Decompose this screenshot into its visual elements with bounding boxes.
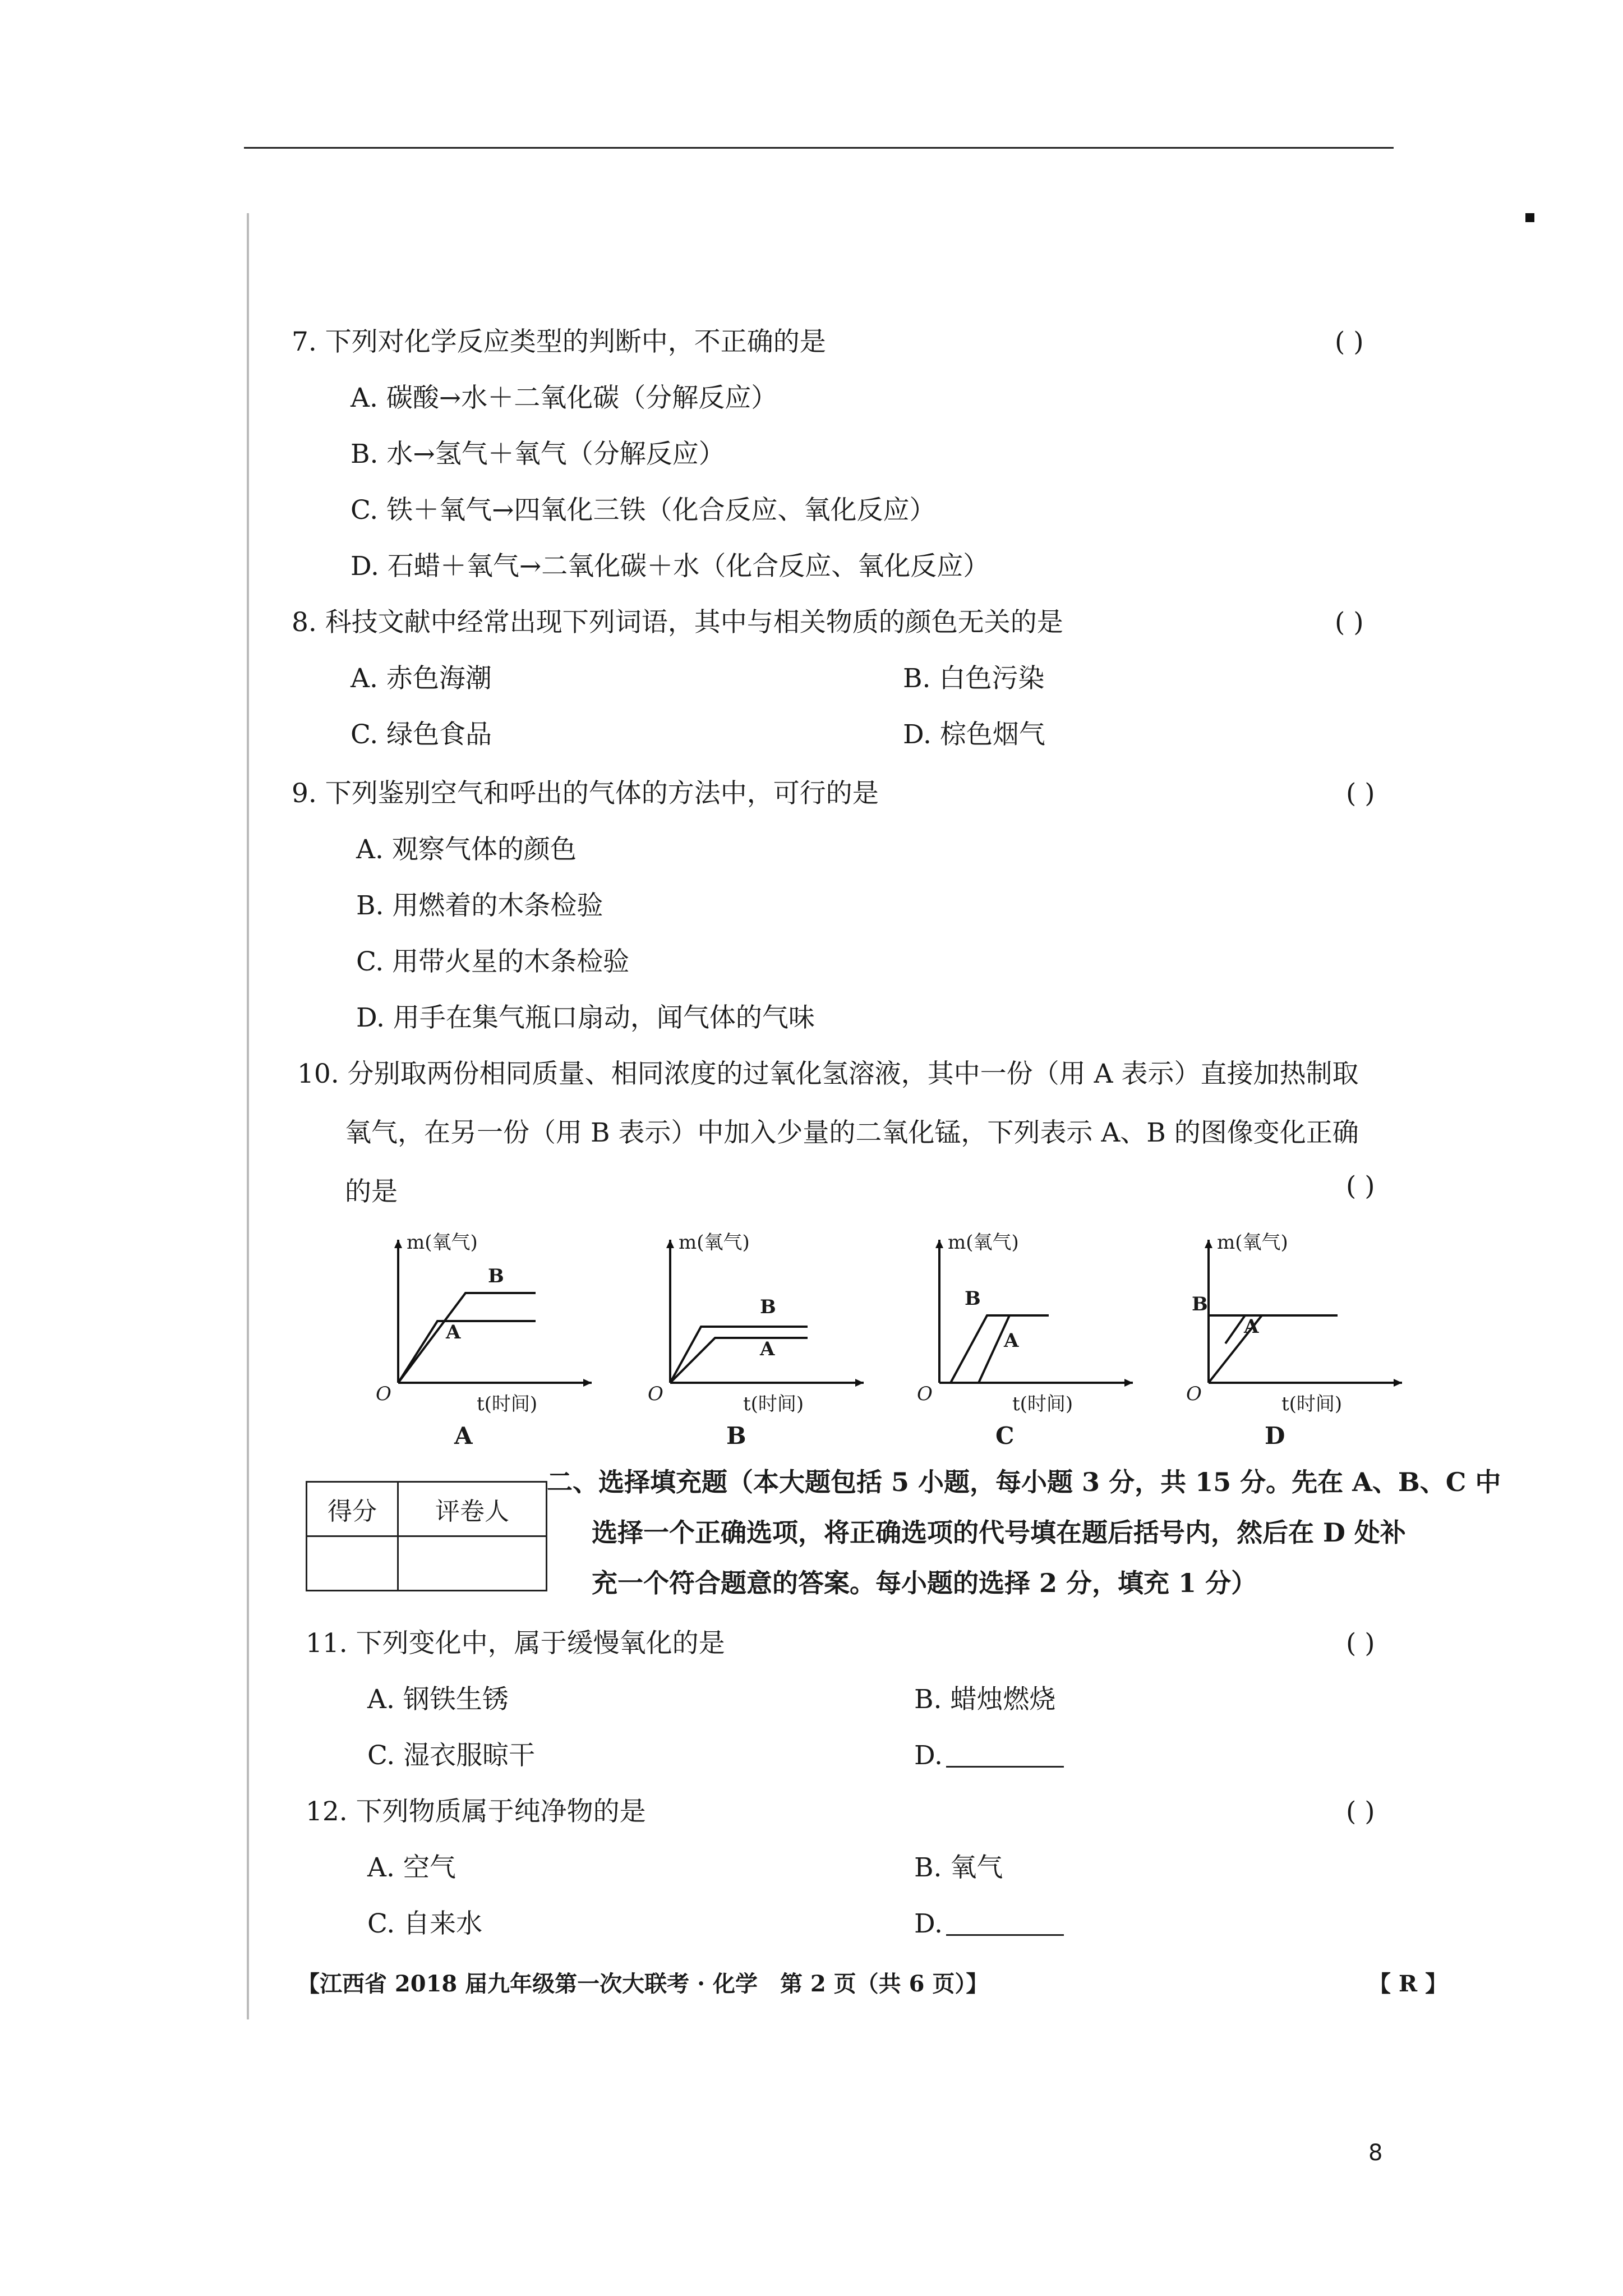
section2-line3: 充一个符合题意的答案。每小题的选择 2 分，填充 1 分） (592, 1568, 1257, 1598)
q12-option-b: B. 氧气 (914, 1852, 1003, 1883)
q11-option-a: A. 钢铁生锈 (367, 1684, 509, 1715)
q12-answer-paren[interactable]: ( ) (1346, 1796, 1375, 1827)
q12-option-a: A. 空气 (367, 1852, 456, 1883)
q9-option-c: C. 用带火星的木条检验 (356, 946, 630, 977)
graph-d-curve-b: B (1192, 1293, 1208, 1315)
q8-option-c: C. 绿色食品 (351, 719, 492, 750)
graph-c-label: C (995, 1422, 1015, 1450)
graph-d-curve-a: A (1244, 1315, 1259, 1338)
q11-option-c: C. 湿衣服晾干 (367, 1740, 536, 1771)
q9-stem: 9. 下列鉴别空气和呼出的气体的方法中，可行的是 (292, 778, 879, 809)
graph-b (639, 1231, 875, 1422)
score-header: 得分 (307, 1482, 398, 1536)
q11-fill-blank[interactable] (946, 1766, 1064, 1768)
graph-c (909, 1231, 1144, 1422)
q8-option-a: A. 赤色海潮 (351, 663, 492, 694)
graph-c-ylabel: m(氧气) (948, 1231, 1019, 1254)
graph-c-curve-b: B (965, 1287, 981, 1310)
q11-option-d (914, 1739, 1064, 1773)
q7-option-b: B. 水→氢气＋氧气（分解反应） (351, 439, 725, 470)
graph-c-origin: O (917, 1383, 933, 1405)
graph-a (367, 1231, 603, 1422)
page-number: 8 (1368, 2140, 1383, 2166)
q9-option-b: B. 用燃着的木条检验 (356, 890, 603, 921)
q11-answer-paren[interactable]: ( ) (1346, 1628, 1375, 1659)
exam-footer: 【江西省 2018 届九年级第一次大联考 · 化学 第 2 页（共 6 页）】 (297, 1971, 989, 1997)
scan-mark (1525, 213, 1534, 222)
q7-stem: 7. 下列对化学反应类型的判断中，不正确的是 (292, 326, 826, 357)
q10-answer-paren[interactable]: ( ) (1346, 1171, 1375, 1202)
scan-edge (247, 213, 249, 2019)
version-tag: 【 R 】 (1368, 1971, 1448, 1997)
q11-option-d-label: D. (914, 1740, 943, 1771)
q7-option-a: A. 碳酸→水＋二氧化碳（分解反应） (351, 383, 778, 413)
q11-stem: 11. 下列变化中，属于缓慢氧化的是 (306, 1628, 725, 1659)
graph-b-curve-b: B (760, 1296, 776, 1318)
graph-d-origin: O (1186, 1383, 1202, 1405)
q8-stem: 8. 科技文献中经常出现下列词语，其中与相关物质的颜色无关的是 (292, 607, 1063, 638)
graph-b-xlabel: t(时间) (743, 1393, 804, 1415)
graph-d-xlabel: t(时间) (1281, 1393, 1343, 1415)
graph-a-origin: O (376, 1383, 391, 1405)
q8-option-d: D. 棕色烟气 (903, 719, 1045, 750)
q10-line3: 的是 (345, 1176, 398, 1207)
q10-line1: 10. 分别取两份相同质量、相同浓度的过氧化氢溶液，其中一份（用 A 表示）直接加热制取 (297, 1059, 1359, 1089)
graph-a-curve-a: A (446, 1321, 461, 1343)
graph-c-xlabel: t(时间) (1012, 1393, 1073, 1415)
graph-a-label: A (454, 1422, 473, 1450)
q11-option-b: B. 蜡烛燃烧 (914, 1684, 1056, 1715)
q12-fill-blank[interactable] (946, 1934, 1064, 1936)
q8-answer-paren[interactable]: ( ) (1335, 607, 1364, 638)
q12-stem: 12. 下列物质属于纯净物的是 (306, 1796, 646, 1827)
grader-header: 评卷人 (398, 1482, 547, 1536)
graph-b-origin: O (648, 1383, 663, 1405)
graph-b-ylabel: m(氧气) (679, 1231, 750, 1254)
section2-line1: 二、选择填充题（本大题包括 5 小题，每小题 3 分，共 15 分。先在 A、B、C 中 (547, 1467, 1501, 1497)
graph-a-ylabel: m(氧气) (407, 1231, 478, 1254)
graph-d-label: D (1265, 1422, 1285, 1450)
section2-line2: 选择一个正确选项，将正确选项的代号填在题后括号内，然后在 D 处补 (592, 1517, 1406, 1548)
graph-b-curve-a: A (760, 1338, 775, 1360)
q12-option-d-label: D. (914, 1908, 943, 1939)
graph-a-curve-b: B (488, 1265, 504, 1287)
graph-a-xlabel: t(时间) (477, 1393, 538, 1415)
score-cell[interactable] (307, 1536, 398, 1591)
graph-b-label: B (726, 1422, 746, 1450)
q7-option-c: C. 铁＋氧气→四氧化三铁（化合反应、氧化反应） (351, 495, 936, 526)
q8-option-b: B. 白色污染 (903, 663, 1045, 694)
graph-d (1178, 1231, 1413, 1422)
q9-option-a: A. 观察气体的颜色 (356, 834, 577, 865)
q12-option-d (914, 1907, 1064, 1941)
header-rule (244, 147, 1394, 149)
q10-line2: 氧气，在另一份（用 B 表示）中加入少量的二氧化锰，下列表示 A、B 的图像变化正确 (345, 1117, 1359, 1148)
q7-answer-paren[interactable]: ( ) (1335, 326, 1364, 357)
q7-option-d: D. 石蜡＋氧气→二氧化碳＋水（化合反应、氧化反应） (351, 551, 990, 582)
graph-c-curve-a: A (1004, 1329, 1019, 1352)
graph-d-ylabel: m(氧气) (1217, 1231, 1288, 1254)
q9-answer-paren[interactable]: ( ) (1346, 778, 1375, 809)
grader-cell[interactable] (398, 1536, 547, 1591)
score-table (306, 1481, 547, 1591)
q12-option-c: C. 自来水 (367, 1908, 483, 1939)
q9-option-d: D. 用手在集气瓶口扇动，闻气体的气味 (356, 1002, 815, 1033)
